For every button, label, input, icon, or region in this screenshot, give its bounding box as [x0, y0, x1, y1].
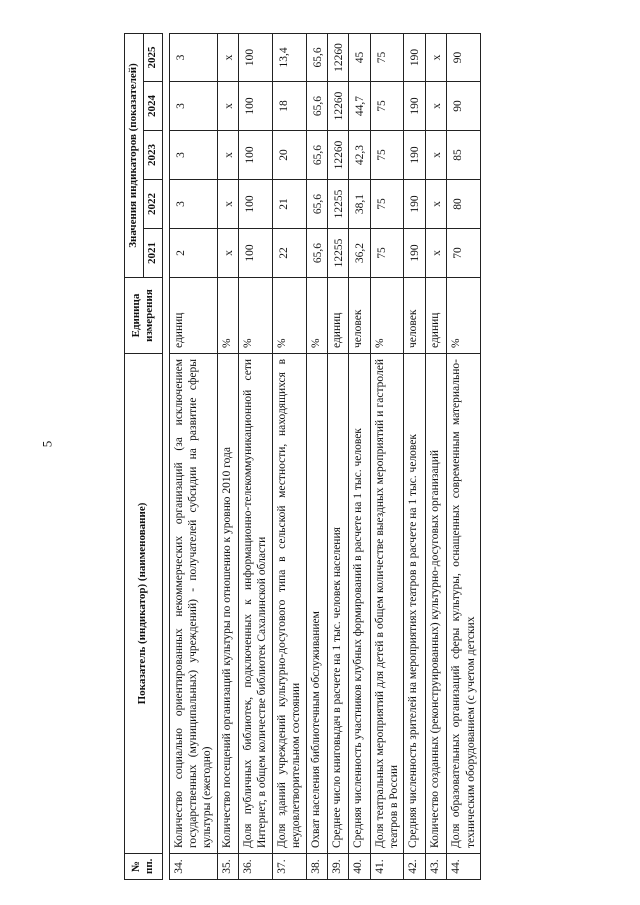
- header-year: 2022: [143, 180, 162, 229]
- value-cell: 20: [272, 131, 306, 180]
- value-cell: x: [425, 33, 446, 81]
- unit-cell: %: [306, 278, 327, 354]
- value-cell: 190: [404, 229, 425, 278]
- indicator-name: Средняя численность участников клубных формирований в расчете на 1 тыс. человек: [349, 354, 370, 854]
- value-cell: 75: [370, 33, 404, 81]
- value-cell: 90: [447, 33, 481, 81]
- value-cell: x: [425, 229, 446, 278]
- header-values-group: Значения индикаторов (показателей): [125, 33, 144, 277]
- row-number: 39.: [327, 854, 348, 880]
- value-cell: 12260: [327, 131, 348, 180]
- unit-cell: единиц: [169, 278, 217, 354]
- table-row: [327, 33, 348, 879]
- value-cell: 21: [272, 180, 306, 229]
- row-number: 43.: [425, 854, 446, 880]
- row-number: 35.: [217, 854, 238, 880]
- value-cell: 75: [370, 82, 404, 131]
- value-cell: 2: [169, 229, 217, 278]
- indicator-name: Количество социально ориентированных некоммерческих организаций (за исключением государственных (муниципальных) учреждений) - получателей субсидии на развитие сферы культуры (ежегодно): [169, 354, 217, 854]
- value-cell: x: [217, 180, 238, 229]
- indicator-name: Доля публичных библиотек, подключенных к информационно-телекоммуникационной сети Интернет, в общем количестве библиотек Сахалинской области: [239, 354, 273, 854]
- row-number: 44.: [447, 854, 481, 880]
- value-cell: 100: [239, 82, 273, 131]
- table-body: [169, 33, 480, 879]
- unit-cell: %: [239, 278, 273, 354]
- indicator-name: Охват населения библиотечным обслуживанием: [306, 354, 327, 854]
- value-cell: 90: [447, 82, 481, 131]
- header-year: 2024: [143, 82, 162, 131]
- value-cell: 100: [239, 33, 273, 81]
- table-row: [447, 33, 481, 879]
- value-cell: 36,2: [349, 229, 370, 278]
- table-row: [404, 33, 425, 879]
- table-row: [217, 33, 238, 879]
- value-cell: 18: [272, 82, 306, 131]
- value-cell: x: [217, 82, 238, 131]
- header-name: Показатель (индикатор) (наименование): [125, 354, 163, 854]
- value-cell: 80: [447, 180, 481, 229]
- unit-cell: человек: [349, 278, 370, 354]
- row-number: 37.: [272, 854, 306, 880]
- indicator-name: Средняя численность зрителей на мероприятиях театров в расчете на 1 тыс. человек: [404, 354, 425, 854]
- row-number: 41.: [370, 854, 404, 880]
- value-cell: 100: [239, 229, 273, 278]
- value-cell: 75: [370, 229, 404, 278]
- unit-cell: %: [447, 278, 481, 354]
- value-cell: 22: [272, 229, 306, 278]
- value-cell: 12255: [327, 180, 348, 229]
- indicator-name: Доля образовательных организаций сферы культуры, оснащенных современным материально-техническим оборудованием (с учетом детских: [447, 354, 481, 854]
- value-cell: x: [425, 131, 446, 180]
- page-number: 5: [39, 440, 55, 448]
- value-cell: x: [425, 180, 446, 229]
- value-cell: 3: [169, 33, 217, 81]
- value-cell: 12255: [327, 229, 348, 278]
- value-cell: 65,6: [306, 33, 327, 81]
- value-cell: 75: [370, 180, 404, 229]
- indicators-table: [124, 33, 481, 880]
- row-number: 38.: [306, 854, 327, 880]
- value-cell: 190: [404, 82, 425, 131]
- table-row: [169, 33, 217, 879]
- value-cell: 12260: [327, 33, 348, 81]
- value-cell: 190: [404, 131, 425, 180]
- header-unit: Единица измерения: [125, 278, 163, 354]
- value-cell: 85: [447, 131, 481, 180]
- table-row: [306, 33, 327, 879]
- table-row: [272, 33, 306, 879]
- table-row: [349, 33, 370, 879]
- value-cell: 65,6: [306, 229, 327, 278]
- row-number: 42.: [404, 854, 425, 880]
- value-cell: 65,6: [306, 180, 327, 229]
- value-cell: 190: [404, 33, 425, 81]
- table-row: [425, 33, 446, 879]
- unit-cell: %: [370, 278, 404, 354]
- unit-cell: единиц: [327, 278, 348, 354]
- value-cell: 65,6: [306, 82, 327, 131]
- value-cell: 12260: [327, 82, 348, 131]
- value-cell: x: [217, 131, 238, 180]
- value-cell: 65,6: [306, 131, 327, 180]
- value-cell: 13,4: [272, 33, 306, 81]
- header-year: 2023: [143, 131, 162, 180]
- value-cell: 3: [169, 180, 217, 229]
- row-number: 34.: [169, 854, 217, 880]
- indicator-name: Количество созданных (реконструированных) культурно-досуговых организаций: [425, 354, 446, 854]
- value-cell: x: [217, 33, 238, 81]
- rotated-table-container: [124, 34, 594, 880]
- header-year: 2025: [143, 33, 162, 81]
- unit-cell: %: [217, 278, 238, 354]
- indicator-name: Доля зданий учреждений культурно-досугового типа в сельской местности, находящихся в неудовлетворительном состоянии: [272, 354, 306, 854]
- row-number: 40.: [349, 854, 370, 880]
- indicator-name: Доля театральных мероприятий для детей в общем количестве выездных мероприятий и гастролей театров в России: [370, 354, 404, 854]
- value-cell: x: [425, 82, 446, 131]
- value-cell: 70: [447, 229, 481, 278]
- unit-cell: %: [272, 278, 306, 354]
- row-number: 36.: [239, 854, 273, 880]
- value-cell: 42,3: [349, 131, 370, 180]
- value-cell: 44,7: [349, 82, 370, 131]
- value-cell: 3: [169, 82, 217, 131]
- value-cell: 38,1: [349, 180, 370, 229]
- indicator-name: Среднее число книговыдач в расчете на 1 тыс. человек населения: [327, 354, 348, 854]
- value-cell: 100: [239, 180, 273, 229]
- value-cell: 75: [370, 131, 404, 180]
- table-row: [370, 33, 404, 879]
- value-cell: 45: [349, 33, 370, 81]
- value-cell: 100: [239, 131, 273, 180]
- table-row: [239, 33, 273, 879]
- value-cell: 190: [404, 180, 425, 229]
- header-num: № пп.: [125, 854, 163, 880]
- unit-cell: единиц: [425, 278, 446, 354]
- indicator-name: Количество посещений организаций культуры по отношению к уровню 2010 года: [217, 354, 238, 854]
- value-cell: 3: [169, 131, 217, 180]
- unit-cell: человек: [404, 278, 425, 354]
- value-cell: x: [217, 229, 238, 278]
- header-year: 2021: [143, 229, 162, 278]
